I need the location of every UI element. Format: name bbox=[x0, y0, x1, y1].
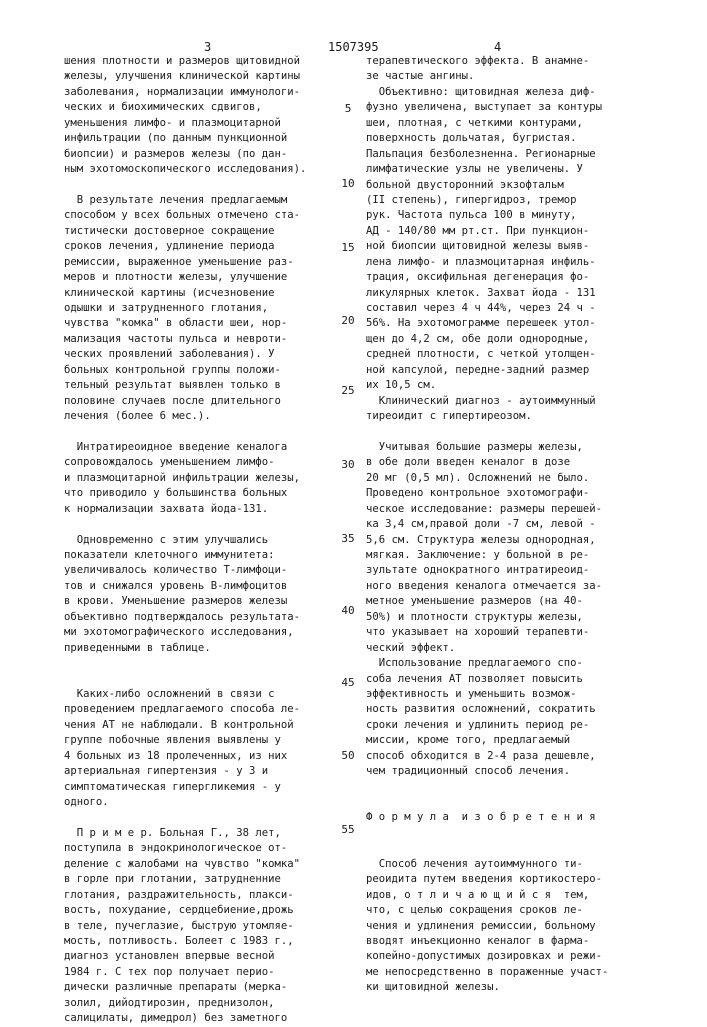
text-line: поступила в эндокринологическое от- bbox=[64, 841, 354, 856]
text-line: их 10,5 см. bbox=[366, 378, 666, 393]
text-line: способом у всех больных отмечено ста- bbox=[64, 208, 354, 223]
text-line: одного. bbox=[64, 795, 354, 810]
text-line: 5,6 см. Структура железы однородная, bbox=[366, 533, 666, 548]
text-line: ми эхотомографического исследования, bbox=[64, 625, 354, 640]
text-line: сроки лечения и удлинить период ре- bbox=[366, 718, 666, 733]
text-line bbox=[64, 425, 354, 440]
text-line: к нормализации захвата йода-131. bbox=[64, 502, 354, 517]
text-line: вость, похудание, сердцебиение,дрожь bbox=[64, 903, 354, 918]
text-line: группе побочные явления выявлены у bbox=[64, 733, 354, 748]
text-line: тов и снижался уровень В-лимфоцитов bbox=[64, 579, 354, 594]
text-line: вводят инъекционно кеналог в фарма- bbox=[366, 934, 666, 949]
text-line: шения плотности и размеров щитовидной bbox=[64, 54, 354, 69]
text-line: 50%) и плотности структуры железы, bbox=[366, 610, 666, 625]
text-line: больной двусторонний экзофтальм bbox=[366, 178, 666, 193]
patent-number: 1507395 bbox=[328, 40, 379, 54]
text-line: миссии, кроме того, предлагаемый bbox=[366, 733, 666, 748]
text-line: ной биопсии щитовидной железы выяв- bbox=[366, 239, 666, 254]
text-line: заболевания, нормализации иммунологи- bbox=[64, 85, 354, 100]
text-line bbox=[64, 517, 354, 532]
margin-line-number: 30 bbox=[336, 458, 360, 471]
text-line: клинической картины (исчезновение bbox=[64, 286, 354, 301]
text-line: инфильтрации (по данным пункционной bbox=[64, 131, 354, 146]
left-column bbox=[64, 54, 354, 1027]
text-line: и плазмоцитарной инфильтрации железы, bbox=[64, 471, 354, 486]
margin-line-number: 45 bbox=[336, 676, 360, 689]
text-line: лена лимфо- и плазмоцитарная инфиль- bbox=[366, 255, 666, 270]
text-line: Пальпация безболезненна. Регионарные bbox=[366, 147, 666, 162]
text-line: АД - 140/80 мм рт.ст. При пункцион- bbox=[366, 224, 666, 239]
text-line: 1984 г. С тех пор получает перио- bbox=[64, 965, 354, 980]
margin-line-number: 40 bbox=[336, 604, 360, 617]
text-line: трация, оксифильная дегенерация фо- bbox=[366, 270, 666, 285]
text-line: салицилаты, димедрол) без заметного bbox=[64, 1011, 354, 1026]
text-line: Объективно: щитовидная железа диф- bbox=[366, 85, 666, 100]
text-line: в горле при глотании, затрудненние bbox=[64, 872, 354, 887]
text-line: уменьшения лимфо- и плазмоцитарной bbox=[64, 116, 354, 131]
text-line: мягкая. Заключение: у больной в ре- bbox=[366, 548, 666, 563]
text-line: соба лечения АТ позволяет повысить bbox=[366, 672, 666, 687]
text-line: Интратиреоидное введение кеналога bbox=[64, 440, 354, 455]
text-line: ным эхотомоскопического исследования). bbox=[64, 162, 354, 177]
text-line: метное уменьшение размеров (на 40- bbox=[366, 594, 666, 609]
text-line: проведением предлагаемого способа ле- bbox=[64, 702, 354, 717]
text-line: Учитывая большие размеры железы, bbox=[366, 440, 666, 455]
text-line bbox=[64, 178, 354, 193]
text-line: 20 мг (0,5 мл). Осложнений не было. bbox=[366, 471, 666, 486]
text-line: чем традиционный способ лечения. bbox=[366, 764, 666, 779]
text-line: копейно-допустимых дозировках и режи- bbox=[366, 949, 666, 964]
text-line: дически различные препараты (мерка- bbox=[64, 980, 354, 995]
text-line: показатели клеточного иммунитета: bbox=[64, 548, 354, 563]
page-number-right: 4 bbox=[494, 40, 501, 54]
text-line: увеличивалось количество Т-лимфоци- bbox=[64, 563, 354, 578]
text-line: половине случаев после длительного bbox=[64, 394, 354, 409]
text-line: объективно подтверждалось результата- bbox=[64, 610, 354, 625]
text-line: ческих проявлений заболевания). У bbox=[64, 347, 354, 362]
text-line: одышки и затрудненного глотания, bbox=[64, 301, 354, 316]
text-line: ка 3,4 см,правой доли -7 см, левой - bbox=[366, 517, 666, 532]
text-line: ческое исследование: размеры перешей- bbox=[366, 502, 666, 517]
text-line: чения АТ не наблюдали. В контрольной bbox=[64, 718, 354, 733]
text-line: тиреоидит с гипертиреозом. bbox=[366, 409, 666, 424]
text-line: что приводило у большинства больных bbox=[64, 486, 354, 501]
text-line: ме непосредственно в пораженные участ- bbox=[366, 965, 666, 980]
text-line: 56%. На эхотомограмме перешеек утол- bbox=[366, 316, 666, 331]
text-line: средней плотности, с четкой утолщен- bbox=[366, 347, 666, 362]
text-line: 4 больных из 18 пролеченных, из них bbox=[64, 749, 354, 764]
text-line: ческих и биохимических сдвигов, bbox=[64, 100, 354, 115]
text-line: диагноз установлен впервые весной bbox=[64, 949, 354, 964]
text-line bbox=[366, 826, 666, 841]
text-line bbox=[64, 656, 354, 671]
text-line: зультате однократного интратиреоид- bbox=[366, 563, 666, 578]
text-line: Каких-либо осложнений в связи с bbox=[64, 687, 354, 702]
text-line: чувства "комка" в области шеи, нор- bbox=[64, 316, 354, 331]
text-line: мализация частоты пульса и невроти- bbox=[64, 332, 354, 347]
text-line: ликулярных клеток. Захват йода - 131 bbox=[366, 286, 666, 301]
margin-line-number: 5 bbox=[336, 102, 360, 115]
text-line: ной капсулой, передне-задний размер bbox=[366, 363, 666, 378]
text-line: чения и удлинения ремиссии, больному bbox=[366, 919, 666, 934]
text-line: составил через 4 ч 44%, через 24 ч - bbox=[366, 301, 666, 316]
text-line: сроков лечения, удлинение периода bbox=[64, 239, 354, 254]
text-line: Способ лечения аутоиммунного ти- bbox=[366, 857, 666, 872]
text-line: тельный результат выявлен только в bbox=[64, 378, 354, 393]
text-line: биопсии) и размеров железы (по дан- bbox=[64, 147, 354, 162]
text-line: мость, потливость. Болеет с 1983 г., bbox=[64, 934, 354, 949]
text-line: ность развития осложнений, сократить bbox=[366, 702, 666, 717]
margin-line-number: 25 bbox=[336, 384, 360, 397]
margin-line-number: 10 bbox=[336, 177, 360, 190]
right-column bbox=[366, 54, 666, 996]
text-line: железы, улучшения клинической картины bbox=[64, 69, 354, 84]
text-line: Клинический диагноз - аутоиммунный bbox=[366, 394, 666, 409]
text-line bbox=[64, 672, 354, 687]
text-line: глотания, раздражительность, плакси- bbox=[64, 888, 354, 903]
text-line: шеи, плотная, с четкими контурами, bbox=[366, 116, 666, 131]
text-line: симптоматическая гипергликемия - у bbox=[64, 780, 354, 795]
text-line: лимфатические узлы не увеличены. У bbox=[366, 162, 666, 177]
text-line: рук. Частота пульса 100 в минуту, bbox=[366, 208, 666, 223]
margin-line-number: 55 bbox=[336, 823, 360, 836]
text-line: лечения (более 6 мес.). bbox=[64, 409, 354, 424]
text-line: терапевтического эффекта. В анамне- bbox=[366, 54, 666, 69]
text-line: поверхность дольчатая, бугристая. bbox=[366, 131, 666, 146]
text-line: щен до 4,2 см, обе доли однородные, bbox=[366, 332, 666, 347]
margin-line-number: 35 bbox=[336, 532, 360, 545]
text-line: способ обходится в 2-4 раза дешевле, bbox=[366, 749, 666, 764]
text-line: реоидита путем введения кортикостеро- bbox=[366, 872, 666, 887]
text-line: (II степень), гипергидроз, тремор bbox=[366, 193, 666, 208]
margin-line-number: 15 bbox=[336, 241, 360, 254]
text-line: тистически достоверное сокращение bbox=[64, 224, 354, 239]
text-line bbox=[366, 780, 666, 795]
text-line: что указывает на хороший терапевти- bbox=[366, 625, 666, 640]
text-line: эффективность и уменьшить возмож- bbox=[366, 687, 666, 702]
text-line: ремиссии, выраженное уменьшение раз- bbox=[64, 255, 354, 270]
text-line: фузно увеличена, выступает за контуры bbox=[366, 100, 666, 115]
text-line: больных контрольной группы положи- bbox=[64, 363, 354, 378]
text-line: в теле, пучеглазие, быструю утомляе- bbox=[64, 919, 354, 934]
text-line bbox=[366, 425, 666, 440]
text-line: Одновременно с этим улучшались bbox=[64, 533, 354, 548]
text-line: П р и м е р. Больная Г., 38 лет, bbox=[64, 826, 354, 841]
text-line: ки щитовидной железы. bbox=[366, 980, 666, 995]
text-line: приведенными в таблице. bbox=[64, 641, 354, 656]
text-line: деление с жалобами на чувство "комка" bbox=[64, 857, 354, 872]
text-line: Проведено контрольное эхотомографи- bbox=[366, 486, 666, 501]
text-line: золил, дийодтирозин, преднизолон, bbox=[64, 996, 354, 1011]
text-line: зе частые ангины. bbox=[366, 69, 666, 84]
text-line: меров и плотности железы, улучшение bbox=[64, 270, 354, 285]
text-line: ного введения кеналога отмечается за- bbox=[366, 579, 666, 594]
text-line: что, с целью сокращения сроков ле- bbox=[366, 903, 666, 918]
text-line: сопровождалось уменьшением лимфо- bbox=[64, 455, 354, 470]
page-number-left: 3 bbox=[204, 40, 211, 54]
text-line: ческий эффект. bbox=[366, 641, 666, 656]
text-line: артериальная гипертензия - у 3 и bbox=[64, 764, 354, 779]
text-line: в обе доли введен кеналог в дозе bbox=[366, 455, 666, 470]
margin-line-number: 50 bbox=[336, 749, 360, 762]
text-line: Использование предлагаемого спо- bbox=[366, 656, 666, 671]
text-line bbox=[366, 841, 666, 856]
patent-page bbox=[0, 0, 707, 1000]
text-line: В результате лечения предлагаемым bbox=[64, 193, 354, 208]
text-line bbox=[64, 810, 354, 825]
text-line: идов, о т л и ч а ю щ и й с я тем, bbox=[366, 888, 666, 903]
text-line bbox=[366, 795, 666, 810]
text-line: в крови. Уменьшение размеров железы bbox=[64, 594, 354, 609]
margin-line-number: 20 bbox=[336, 314, 360, 327]
text-line: Ф о р м у л а и з о б р е т е н и я bbox=[366, 810, 666, 825]
